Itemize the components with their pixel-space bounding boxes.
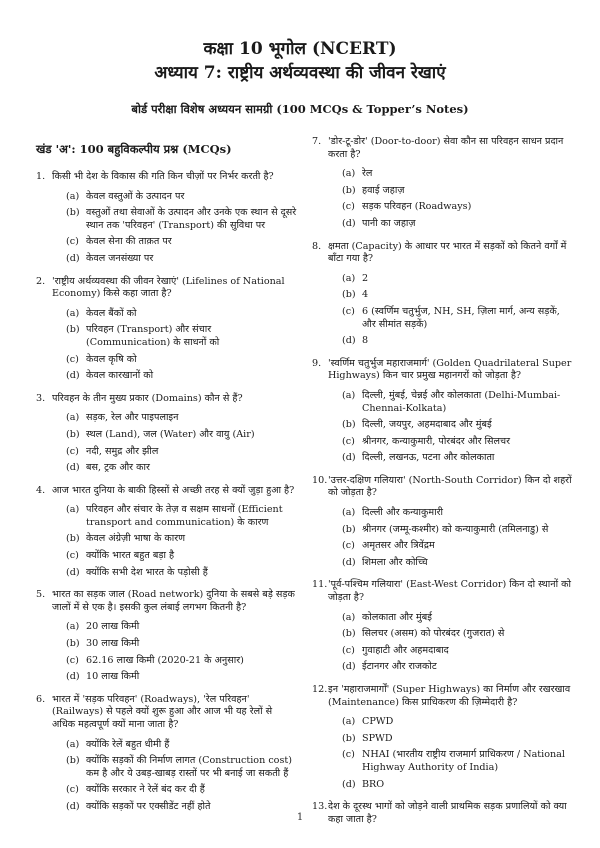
answer-option [342,218,574,231]
question-number: 11. [312,579,328,591]
option-label: (a) [342,272,356,284]
question-text: क्षमता (Capacity) के आधार पर भारत में सड़कों को कितने वर्गों में बाँटा गया है? [328,240,567,265]
option-text: क्योंकि रेलें बहुत धीमी हैं [86,738,170,750]
mcq-question [36,393,298,475]
option-text: क्योंकि सरकार ने रेलें बंद कर दी हैं [86,784,205,796]
answer-option [342,628,574,641]
question-number: 2. [36,275,46,287]
option-text: परिवहन (Transport) और संचार (Communication) के साधनों को [86,324,220,348]
answer-option [66,236,298,249]
option-label: (c) [342,540,355,552]
option-label: (d) [342,452,356,464]
option-label: (c) [66,784,79,796]
answer-option [66,191,298,204]
question-text: 'डोर-टू-डोर' (Door-to-door) सेवा कौन सा परिवहन साधन प्रदान करता है? [328,136,564,160]
answer-option [66,567,298,580]
answer-option [66,655,298,668]
option-label: (a) [342,507,356,519]
option-list [66,191,298,266]
answer-option [342,507,574,520]
option-text: श्रीनगर (जम्मू-कश्मीर) को कन्याकुमारी (तमिलनाडु) से [362,523,549,535]
option-label: (b) [66,638,80,650]
option-label: (c) [66,654,79,666]
option-text: 62.16 लाख किमी (2020-21 के अनुसार) [86,654,244,666]
option-label: (a) [66,621,80,633]
question-text: इन 'महाराजमार्गों' (Super Highways) का निर्माण और रखरखाव (Maintenance) किस प्राधिकरण की ज़िम्मेदारी है? [328,684,571,708]
question-number: 9. [312,357,322,369]
answer-option [342,273,574,286]
option-text: 2 [362,272,369,284]
option-text: क्योंकि सड़कों पर एक्सीडेंट नहीं होते [86,800,211,812]
option-text: गुवाहाटी और अहमदाबाद [362,644,449,656]
mcq-question [36,589,298,684]
mcq-question [36,276,298,383]
answer-option [342,201,574,214]
answer-option [66,621,298,634]
option-label: (c) [66,353,79,365]
option-text: रेल [362,168,373,180]
question-stem [312,136,574,161]
option-text: केवल वस्तुओं के उत्पादन पर [86,190,185,202]
option-label: (b) [66,324,80,336]
answer-option [66,504,298,529]
answer-option [342,289,574,302]
option-label: (a) [342,611,356,623]
question-number: 6. [36,693,46,705]
option-label: (b) [342,419,356,431]
option-text: नदी, समुद्र और झील [86,445,159,457]
option-text: बस, ट्रक और कार [86,462,150,474]
answer-option [342,436,574,449]
option-list [66,504,298,579]
answer-option [66,207,298,232]
answer-option [66,308,298,321]
answer-option [66,462,298,475]
option-label: (b) [342,628,356,640]
section-heading: खंड 'अ': 100 बहुविकल्पीय प्रश्न (MCQs) [36,142,232,156]
question-text: भारत में 'सड़क परिवहन' (Roadways), 'रेल परिवहन' (Railways) से पहले क्यों शुरू हुआ और आज भी यह रेलों से अधिक महत्वपूर्ण क्यों माना जाता है? [52,693,273,730]
option-label: (b) [66,428,80,440]
option-text: सड़क परिवहन (Roadways) [362,201,472,213]
option-text: दिल्ली, लखनऊ, पटना और कोलकाता [362,452,495,464]
question-stem [312,475,574,500]
question-number: 7. [312,136,322,147]
question-number: 12. [312,684,328,695]
option-text: 4 [362,289,369,301]
option-text: केवल सेना की ताक़त पर [86,236,172,248]
option-text: दिल्ली, मुंबई, चेन्नई और कोलकाता (Delhi-Mumbai-Chennai-Kolkata) [362,389,561,414]
option-text: वस्तुओं तथा सेवाओं के उत्पादन और उनके एक स्थान से दूसरे स्थान तक 'परिवहन' (Transport) की सुविधा पर [86,207,297,231]
question-stem [312,684,574,709]
option-text: 6 (स्वर्णिम चतुर्भुज, NH, SH, ज़िला मार्ग, अन्य सड़कें, और सीमांत सड़कें) [362,305,560,330]
question-stem [312,579,574,604]
option-text: केवल कृषि को [86,353,137,365]
option-list [66,621,298,683]
option-text: क्योंकि भारत बहुत बड़ा है [86,550,175,562]
question-number: 10. [312,474,328,486]
answer-option [66,446,298,459]
option-text: 8 [362,335,369,347]
answer-option [342,168,574,181]
option-label: (d) [66,566,80,578]
answer-option [66,739,298,752]
option-text: शिमला और कोच्चि [362,556,428,568]
option-label: (d) [342,335,356,347]
option-list [66,412,298,474]
answer-option [342,306,574,331]
option-label: (c) [66,550,79,562]
page-number: 1 [296,812,304,823]
option-label: (a) [66,307,80,319]
answer-option [66,412,298,425]
answer-option [66,354,298,367]
option-text: सिलचर (असम) को पोरबंदर (गुजरात) से [362,628,505,640]
mcq-question [36,694,298,814]
option-label: (d) [342,778,356,790]
question-number: 3. [36,392,46,404]
option-label: (a) [342,389,356,401]
question-stem [36,276,298,301]
option-label: (b) [66,755,80,767]
option-text: केवल बैंकों को [86,307,137,319]
question-text: 'राष्ट्रीय अर्थव्यवस्था की जीवन रेखाएं' (Lifelines of National Economy) किसे कहा जाता है? [52,275,285,300]
mcq-question [36,171,298,266]
answer-option [66,784,298,797]
option-list [342,612,574,674]
left-column [36,136,298,824]
question-number: 1. [36,171,46,182]
option-label: (b) [66,207,80,219]
question-stem [36,589,298,614]
option-label: (b) [342,732,356,744]
answer-option [66,370,298,383]
mcq-question [312,579,574,674]
document-subtitle: बोर्ड परीक्षा विशेष अध्ययन सामग्री (100 MCQs & Topper’s Notes) [131,102,469,116]
option-text: 10 लाख किमी [86,671,140,683]
mcq-question [312,684,574,791]
answer-option [342,390,574,415]
option-label: (c) [342,305,355,317]
option-text: क्योंकि सभी देश भारत के पड़ोसी हैं [86,566,208,578]
option-text: CPWD [362,716,394,728]
option-text: SPWD [362,732,393,744]
mcq-question [312,241,574,348]
option-label: (d) [66,671,80,683]
question-number: 4. [36,484,46,496]
option-label: (b) [342,289,356,301]
option-label: (d) [66,800,80,812]
option-text: स्थल (Land), जल (Water) और वायु (Air) [86,428,255,440]
mcq-question [312,475,574,570]
answer-option [342,557,574,570]
mcq-question [312,358,574,465]
option-text: क्योंकि सड़कों की निर्माण लागत (Construction cost) कम है और ये उबड़-खाबड़ रास्तों पर भी बनाई जा सकती हैं [86,755,292,779]
answer-option [342,661,574,674]
document-title: कक्षा 10 भूगोल (NCERT) [203,39,397,59]
mcq-question [36,485,298,580]
question-stem [36,485,298,498]
question-number: 13. [312,801,328,813]
answer-option [342,524,574,537]
question-text: भारत का सड़क जाल (Road network) दुनिया के सबसे बड़े सड़क जालों में से एक है। इसकी कुल लंबाई लगभग कितनी है? [52,589,295,613]
option-list [342,716,574,791]
option-label: (b) [342,184,356,196]
answer-option [342,540,574,553]
mcq-question [312,136,574,231]
answer-option [342,716,574,729]
question-stem [312,358,574,383]
answer-option [66,429,298,442]
option-label: (a) [66,190,80,202]
answer-option [342,419,574,432]
question-number: 8. [312,240,322,252]
answer-option [342,749,574,774]
answer-option [66,533,298,546]
question-stem [36,393,298,406]
option-list [342,273,574,348]
option-label: (a) [66,738,80,750]
option-label: (d) [66,252,80,264]
answer-option [342,645,574,658]
option-text: हवाई जहाज़ [362,184,405,196]
answer-option [342,335,574,348]
question-text: आज भारत दुनिया के बाकी हिस्सों से अच्छी तरह से क्यों जुड़ा हुआ है? [52,484,295,496]
answer-option [66,638,298,651]
answer-option [342,733,574,746]
question-stem [36,171,298,184]
option-list [66,739,298,814]
question-stem [36,694,298,732]
option-label: (c) [342,749,355,761]
option-text: श्रीनगर, कन्याकुमारी, पोरबंदर और सिलचर [362,435,511,447]
option-label: (c) [66,236,79,248]
option-label: (c) [342,644,355,656]
option-list [66,308,298,383]
option-list [342,168,574,230]
option-text: कोलकाता और मुंबई [362,611,432,623]
option-label: (d) [342,661,356,673]
option-label: (d) [342,556,356,568]
chapter-title: अध्याय 7: राष्ट्रीय अर्थव्यवस्था की जीवन रेखाएं [154,63,446,83]
question-text: किसी भी देश के विकास की गति किन चीज़ों पर निर्भर करती है? [52,171,274,182]
option-text: दिल्ली और कन्याकुमारी [362,507,443,519]
option-list [342,390,574,465]
option-label: (a) [342,716,356,728]
option-text: BRO [362,778,385,790]
question-number: 5. [36,589,46,601]
option-text: 30 लाख किमी [86,638,140,650]
option-label: (c) [342,435,355,447]
option-label: (a) [342,168,356,180]
option-text: परिवहन और संचार के तेज़ व सक्षम साधनों (Efficient transport and communication) के कारण [86,504,283,528]
right-column [312,136,574,836]
option-text: केवल अंग्रेज़ी भाषा के कारण [86,533,186,545]
question-text: 'उत्तर-दक्षिण गलियारा' (North-South Corridor) किन दो शहरों को जोड़ता है? [328,474,572,499]
question-list-left [36,171,298,814]
answer-option [342,452,574,465]
answer-option [66,550,298,563]
option-text: ईटानगर और राजकोट [362,661,437,673]
answer-option [66,324,298,349]
option-text: NHAI (भारतीय राष्ट्रीय राजमार्ग प्राधिकरण / National Highway Authority of India) [362,749,565,773]
option-label: (b) [66,533,80,545]
option-label: (d) [66,462,80,474]
question-list-right [312,136,574,826]
option-label: (d) [66,370,80,382]
option-text: केवल जनसंख्या पर [86,252,154,264]
option-text: अमृतसर और त्रिवेंद्रम [362,540,435,552]
answer-option [342,779,574,792]
question-text: परिवहन के तीन मुख्य प्रकार (Domains) कौन से हैं? [52,392,243,404]
option-label: (b) [342,523,356,535]
answer-option [342,612,574,625]
question-text: देश के दूरस्थ भागों को जोड़ने वाली प्राथमिक सड़क प्रणालियों को क्या कहा जाता है? [328,801,567,825]
answer-option [66,253,298,266]
question-text: 'स्वर्णिम चतुर्भुज महाराजमार्ग' (Golden Quadrilateral Super Highways) किन चार प्रमुख महानगरों को जोड़ता है? [328,357,572,382]
option-label: (d) [342,217,356,229]
question-stem [312,241,574,266]
option-label: (c) [342,201,355,213]
option-label: (a) [66,504,80,516]
option-label: (a) [66,412,80,424]
option-text: पानी का जहाज़ [362,217,416,229]
option-label: (c) [66,445,79,457]
option-text: दिल्ली, जयपुर, अहमदाबाद और मुंबई [362,419,492,431]
option-text: सड़क, रेल और पाइपलाइन [86,412,179,424]
option-text: केवल कारखानों को [86,370,154,382]
answer-option [66,755,298,780]
option-list [342,507,574,569]
answer-option [342,185,574,198]
question-text: 'पूर्व-पश्चिम गलियारा' (East-West Corridor) किन दो स्थानों को जोड़ता है? [328,579,572,604]
option-text: 20 लाख किमी [86,621,140,633]
answer-option [66,671,298,684]
